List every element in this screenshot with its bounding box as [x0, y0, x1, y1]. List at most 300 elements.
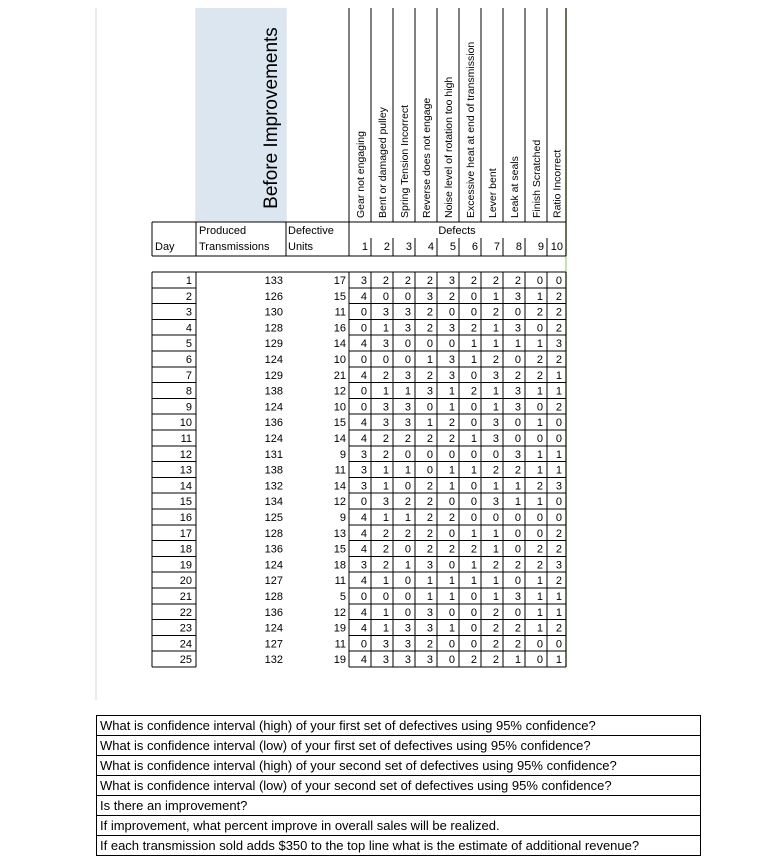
- defect-count-cell: 2: [382, 369, 389, 382]
- question-row: [97, 836, 701, 856]
- defect-count-cell: 2: [555, 527, 562, 540]
- question-text: What is confidence interval (low) of your first set of defectives using 95% confidence?: [97, 736, 701, 756]
- defect-count-cell: 0: [448, 654, 455, 667]
- defect-count-cell: 1: [492, 290, 499, 303]
- defect-count-cell: 0: [555, 496, 562, 509]
- defect-count-cell: 1: [492, 401, 499, 414]
- defect-count-cell: 2: [492, 622, 499, 635]
- defect-count-cell: 0: [470, 606, 477, 619]
- day-cell: 11: [180, 433, 192, 445]
- defect-count-cell: 3: [514, 591, 521, 603]
- defect-count-cell: 2: [448, 433, 455, 445]
- defect-count-cell: 0: [470, 369, 477, 382]
- defect-count-cell: 0: [514, 306, 521, 319]
- day-cell: 9: [185, 401, 192, 414]
- defect-count-cell: 0: [448, 306, 455, 319]
- defect-count-cell: 3: [382, 338, 389, 351]
- defect-number-1: 1: [361, 241, 368, 253]
- defect-count-cell: 0: [536, 322, 543, 335]
- defect-count-cell: 0: [448, 338, 455, 351]
- defect-number-9: 9: [537, 241, 544, 253]
- produced-cell: 134: [264, 496, 283, 509]
- defective-cell: 9: [339, 512, 346, 524]
- defect-count-cell: 1: [382, 606, 389, 619]
- defect-count-cell: 0: [404, 606, 411, 619]
- defect-count-cell: 1: [536, 496, 543, 509]
- defect-count-cell: 3: [404, 638, 411, 651]
- defect-count-cell: 3: [514, 448, 521, 461]
- defect-count-cell: 0: [514, 527, 521, 540]
- defect-count-cell: 1: [555, 606, 562, 619]
- defect-count-cell: 0: [426, 338, 433, 351]
- defect-count-cell: 2: [426, 527, 433, 540]
- defect-count-cell: 2: [555, 622, 562, 635]
- defect-count-cell: 0: [404, 543, 411, 556]
- defective-cell: 11: [334, 638, 346, 651]
- defect-count-cell: 4: [360, 512, 367, 524]
- defect-count-cell: 1: [382, 322, 389, 335]
- defect-count-cell: 0: [555, 417, 562, 430]
- question-row: [97, 756, 701, 776]
- defect-count-cell: 3: [382, 638, 389, 651]
- defect-count-cell: 1: [492, 322, 499, 335]
- defect-count-cell: 1: [448, 464, 455, 477]
- defect-count-cell: 4: [360, 543, 367, 556]
- day-cell: 10: [179, 417, 192, 430]
- defective-cell: 16: [333, 322, 346, 335]
- produced-cell: 124: [264, 433, 283, 445]
- defect-count-cell: 2: [492, 654, 499, 667]
- defective-cell: 15: [333, 417, 346, 430]
- defect-count-cell: 2: [492, 354, 499, 366]
- defect-count-cell: 0: [470, 591, 477, 603]
- defect-count-cell: 2: [404, 496, 411, 509]
- day-cell: 15: [179, 496, 192, 509]
- defective-cell: 18: [333, 559, 346, 572]
- defect-count-cell: 1: [448, 622, 455, 635]
- defect-count-cell: 0: [360, 496, 367, 509]
- defect-count-cell: 0: [514, 606, 521, 619]
- defect-count-cell: 2: [555, 290, 562, 303]
- defect-count-cell: 0: [360, 354, 367, 366]
- question-row: [97, 776, 701, 796]
- defect-count-cell: 0: [555, 275, 562, 287]
- defect-count-cell: 0: [514, 575, 521, 588]
- defect-count-cell: 0: [382, 290, 389, 303]
- defect-count-cell: 4: [360, 338, 367, 351]
- defect-count-cell: 1: [448, 401, 455, 414]
- defect-count-cell: 2: [448, 290, 455, 303]
- defect-count-cell: 0: [470, 496, 477, 509]
- defect-count-cell: 1: [514, 654, 521, 667]
- defect-count-cell: 4: [360, 417, 367, 430]
- defect-count-cell: 3: [426, 654, 433, 667]
- defect-count-cell: 3: [492, 369, 499, 382]
- defect-count-cell: 2: [514, 464, 521, 477]
- defect-count-cell: 4: [360, 606, 367, 619]
- defect-name-4: Reverse does not engage: [421, 97, 433, 218]
- defect-count-cell: 3: [514, 322, 521, 335]
- defect-count-cell: 1: [492, 480, 499, 493]
- defect-count-cell: 2: [536, 480, 543, 493]
- produced-cell: 128: [264, 527, 283, 540]
- question-row: [97, 736, 701, 756]
- defective-cell: 19: [333, 654, 346, 667]
- day-cell: 5: [185, 338, 192, 351]
- produced-cell: 128: [264, 322, 283, 335]
- defect-count-cell: 1: [382, 622, 389, 635]
- defect-name-6: Excessive heat at end of transmission: [465, 41, 477, 218]
- produced-cell: 132: [264, 654, 283, 667]
- defective-cell: 14: [333, 480, 346, 493]
- defect-number-7: 7: [493, 241, 500, 253]
- defect-count-cell: 2: [470, 543, 477, 556]
- defect-count-cell: 0: [404, 448, 411, 461]
- defect-count-cell: 3: [426, 290, 433, 303]
- defective-cell: 19: [333, 622, 346, 635]
- day-cell: 19: [179, 559, 192, 572]
- defect-count-cell: 4: [360, 622, 367, 635]
- defect-count-cell: 1: [470, 354, 477, 366]
- defect-count-cell: 3: [555, 480, 562, 493]
- defect-count-cell: 2: [382, 543, 389, 556]
- defect-count-cell: 2: [448, 543, 455, 556]
- defect-count-cell: 0: [404, 354, 411, 366]
- produced-cell: 133: [264, 275, 283, 287]
- defect-name-10: Ratio Incorrect: [551, 149, 564, 218]
- defective-cell: 12: [333, 385, 346, 398]
- defect-count-cell: 1: [536, 290, 543, 303]
- defect-count-cell: 3: [514, 290, 521, 303]
- defect-count-cell: 3: [360, 448, 367, 461]
- day-cell: 2: [185, 290, 192, 303]
- defect-count-cell: 0: [360, 591, 367, 603]
- defect-count-cell: 3: [514, 401, 521, 414]
- produced-cell: 128: [264, 591, 283, 603]
- question-row: [97, 716, 701, 736]
- defect-count-cell: 3: [492, 417, 499, 430]
- defect-count-cell: 3: [426, 559, 433, 572]
- defect-count-cell: 1: [470, 433, 477, 445]
- defective-cell: 21: [333, 369, 346, 382]
- defective-cell: 11: [334, 306, 346, 319]
- defect-count-cell: 0: [360, 401, 367, 414]
- defect-name-3: Spring Tension Incorrect: [399, 104, 411, 218]
- defect-count-cell: 1: [514, 496, 521, 509]
- defect-count-cell: 1: [536, 622, 543, 635]
- defects-header: Defects: [438, 225, 476, 237]
- defect-count-cell: 0: [536, 433, 543, 445]
- defect-count-cell: 0: [470, 480, 477, 493]
- defect-name-7: Lever bent: [487, 168, 499, 218]
- defect-count-cell: 1: [555, 654, 562, 667]
- defect-count-cell: 2: [492, 559, 499, 572]
- defect-count-cell: 0: [360, 638, 367, 651]
- defect-count-cell: 1: [536, 385, 543, 398]
- produced-cell: 126: [264, 290, 283, 303]
- defect-count-cell: 3: [448, 275, 455, 287]
- produced-cell: 138: [264, 385, 283, 398]
- produced-cell: 129: [264, 369, 283, 382]
- defect-count-cell: 1: [404, 464, 411, 477]
- defect-count-cell: 2: [382, 448, 389, 461]
- defect-count-cell: 2: [426, 433, 433, 445]
- defect-count-cell: 0: [536, 512, 543, 524]
- defect-count-cell: 3: [555, 559, 562, 572]
- day-cell: 13: [179, 464, 192, 477]
- defect-count-cell: 2: [555, 354, 562, 366]
- question-row: [97, 796, 701, 816]
- produced-cell: 124: [264, 354, 283, 366]
- defect-count-cell: 1: [536, 464, 543, 477]
- defect-count-cell: 4: [360, 369, 367, 382]
- day-cell: 25: [179, 654, 192, 667]
- defect-number-2: 2: [383, 241, 390, 253]
- defect-count-cell: 2: [382, 559, 389, 572]
- produced-cell: 130: [264, 306, 283, 319]
- day-cell: 8: [185, 385, 192, 398]
- defect-count-cell: 1: [426, 417, 433, 430]
- defect-count-cell: 3: [382, 654, 389, 667]
- defect-count-cell: 2: [448, 512, 455, 524]
- produced-header-line1: Produced: [199, 225, 247, 237]
- defective-cell: 13: [333, 527, 346, 540]
- defect-count-cell: 1: [448, 591, 455, 603]
- question-row: [97, 816, 701, 836]
- defect-count-cell: 1: [470, 559, 477, 572]
- defective-cell: 14: [333, 338, 346, 351]
- defect-count-cell: 1: [470, 338, 477, 351]
- defect-count-cell: 0: [448, 496, 455, 509]
- defect-count-cell: 3: [426, 622, 433, 635]
- produced-cell: 132: [264, 480, 283, 493]
- defect-count-cell: 0: [382, 354, 389, 366]
- defect-count-cell: 3: [360, 464, 367, 477]
- defect-count-cell: 0: [470, 290, 477, 303]
- defect-count-cell: 3: [514, 385, 521, 398]
- defect-count-cell: 0: [360, 385, 367, 398]
- defect-count-cell: 0: [404, 591, 411, 603]
- defect-count-cell: 1: [555, 385, 562, 398]
- defect-count-cell: 1: [382, 464, 389, 477]
- question-text: What is confidence interval (high) of your second set of defectives using 95% confidence?: [97, 756, 701, 776]
- defect-count-cell: 0: [514, 543, 521, 556]
- defect-count-cell: 0: [426, 401, 433, 414]
- defect-count-cell: 4: [360, 290, 367, 303]
- day-cell: 22: [179, 606, 192, 619]
- produced-cell: 136: [264, 543, 283, 556]
- defect-count-cell: 2: [404, 433, 411, 445]
- produced-cell: 131: [264, 448, 283, 461]
- defect-count-cell: 4: [360, 433, 367, 445]
- questions-table: [96, 715, 701, 856]
- defect-count-cell: 3: [360, 559, 367, 572]
- defect-number-8: 8: [515, 241, 522, 253]
- defect-count-cell: 1: [470, 527, 477, 540]
- sheet-title: Before Improvements: [261, 27, 282, 209]
- defect-count-cell: 1: [536, 575, 543, 588]
- defect-count-cell: 2: [536, 354, 543, 366]
- defective-cell: 5: [339, 591, 346, 603]
- defective-cell: 9: [339, 448, 346, 461]
- defect-count-cell: 1: [536, 606, 543, 619]
- defect-count-cell: 2: [492, 464, 499, 477]
- defect-count-cell: 1: [382, 480, 389, 493]
- defect-count-cell: 2: [426, 369, 433, 382]
- produced-cell: 127: [264, 575, 283, 588]
- produced-cell: 124: [264, 401, 283, 414]
- defect-number-6: 6: [471, 241, 478, 253]
- defective-cell: 12: [333, 606, 346, 619]
- day-cell: 20: [179, 575, 192, 588]
- defect-count-cell: 2: [514, 559, 521, 572]
- defect-count-cell: 0: [470, 622, 477, 635]
- defect-count-cell: 1: [448, 385, 455, 398]
- defect-count-cell: 2: [426, 322, 433, 335]
- defect-count-cell: 0: [360, 306, 367, 319]
- defect-count-cell: 1: [514, 338, 521, 351]
- defect-name-1: Gear not engaging: [355, 131, 367, 218]
- defect-count-cell: 3: [404, 622, 411, 635]
- defect-count-cell: 2: [536, 306, 543, 319]
- defect-count-cell: 0: [360, 322, 367, 335]
- defect-count-cell: 1: [514, 480, 521, 493]
- produced-header-line2: Transmissions: [199, 241, 270, 253]
- defect-count-cell: 3: [404, 369, 411, 382]
- defect-count-cell: 2: [426, 275, 433, 287]
- defect-count-cell: 3: [448, 369, 455, 382]
- defect-count-cell: 0: [404, 338, 411, 351]
- defect-count-cell: 0: [470, 448, 477, 461]
- defect-count-cell: 0: [448, 638, 455, 651]
- defect-count-cell: 2: [426, 480, 433, 493]
- defect-count-cell: 0: [514, 512, 521, 524]
- defect-count-cell: 1: [492, 543, 499, 556]
- question-text: If each transmission sold adds $350 to the top line what is the estimate of additional revenue?: [97, 836, 701, 856]
- defect-count-cell: 2: [404, 275, 411, 287]
- defect-count-cell: 0: [470, 417, 477, 430]
- defect-count-cell: 1: [448, 480, 455, 493]
- defect-count-cell: 1: [492, 575, 499, 588]
- defect-count-cell: 2: [536, 559, 543, 572]
- defect-count-cell: 0: [492, 448, 499, 461]
- defect-count-cell: 2: [426, 638, 433, 651]
- defect-name-9: Finish Scratched: [531, 139, 543, 218]
- defect-count-cell: 1: [404, 385, 411, 398]
- defective-cell: 15: [333, 543, 346, 556]
- defective-cell: 10: [333, 401, 346, 414]
- defect-count-cell: 0: [448, 448, 455, 461]
- defect-count-cell: 1: [555, 591, 562, 603]
- defect-count-cell: 1: [492, 591, 499, 603]
- defect-count-cell: 2: [514, 275, 521, 287]
- defect-count-cell: 2: [492, 606, 499, 619]
- produced-cell: 124: [264, 622, 283, 635]
- defect-count-cell: 3: [448, 322, 455, 335]
- defect-count-cell: 2: [492, 306, 499, 319]
- defect-count-cell: 2: [514, 638, 521, 651]
- defect-count-cell: 2: [470, 322, 477, 335]
- day-cell: 14: [179, 480, 192, 493]
- day-cell: 7: [185, 369, 192, 382]
- defect-count-cell: 2: [426, 512, 433, 524]
- defect-count-cell: 0: [536, 654, 543, 667]
- defect-count-cell: 0: [492, 512, 499, 524]
- defect-count-cell: 0: [470, 638, 477, 651]
- defect-count-cell: 2: [555, 322, 562, 335]
- defective-cell: 15: [333, 290, 346, 303]
- defect-count-cell: 0: [536, 527, 543, 540]
- defective-header-line2: Units: [288, 241, 314, 253]
- defect-count-cell: 2: [470, 385, 477, 398]
- defect-count-cell: 0: [536, 638, 543, 651]
- produced-cell: 129: [264, 338, 283, 351]
- defect-count-cell: 0: [448, 559, 455, 572]
- defect-count-cell: 0: [404, 575, 411, 588]
- question-text: What is confidence interval (low) of your second set of defectives using 95% confidence?: [97, 776, 701, 796]
- defect-count-cell: 0: [470, 306, 477, 319]
- day-cell: 24: [179, 638, 192, 651]
- defect-count-cell: 2: [426, 496, 433, 509]
- produced-cell: 125: [264, 512, 283, 524]
- defect-count-cell: 2: [426, 306, 433, 319]
- day-cell: 12: [179, 448, 192, 461]
- defect-count-cell: 2: [536, 543, 543, 556]
- defect-count-cell: 2: [470, 275, 477, 287]
- defect-count-cell: 1: [426, 591, 433, 603]
- defect-count-cell: 1: [404, 512, 411, 524]
- defect-number-3: 3: [405, 241, 412, 253]
- defect-count-cell: 1: [492, 338, 499, 351]
- defect-count-cell: 1: [382, 512, 389, 524]
- defect-count-cell: 1: [536, 417, 543, 430]
- defect-count-cell: 1: [470, 464, 477, 477]
- defect-count-cell: 1: [555, 448, 562, 461]
- defect-count-cell: 3: [404, 322, 411, 335]
- defect-count-cell: 1: [555, 369, 562, 382]
- defect-count-cell: 2: [555, 306, 562, 319]
- defect-count-cell: 0: [404, 290, 411, 303]
- defective-header-line1: Defective: [288, 225, 334, 237]
- defect-count-cell: 1: [382, 575, 389, 588]
- defect-count-cell: 0: [426, 448, 433, 461]
- defect-count-cell: 3: [382, 401, 389, 414]
- defect-count-cell: 3: [426, 385, 433, 398]
- defect-count-cell: 1: [536, 338, 543, 351]
- defect-count-cell: 0: [470, 512, 477, 524]
- defect-count-cell: 1: [382, 385, 389, 398]
- day-cell: 6: [185, 354, 192, 366]
- defect-count-cell: 2: [555, 575, 562, 588]
- defect-count-cell: 2: [448, 417, 455, 430]
- day-cell: 3: [185, 306, 192, 319]
- defect-count-cell: 2: [514, 369, 521, 382]
- defect-count-cell: 2: [492, 275, 499, 287]
- defect-number-10: 10: [550, 241, 563, 253]
- defect-count-cell: 2: [536, 369, 543, 382]
- produced-cell: 136: [264, 606, 283, 619]
- defective-cell: 12: [333, 496, 346, 509]
- day-cell: 21: [179, 591, 192, 603]
- defective-cell: 14: [333, 433, 346, 445]
- defect-count-cell: 3: [555, 338, 562, 351]
- defect-count-cell: 1: [536, 448, 543, 461]
- produced-cell: 124: [264, 559, 283, 572]
- defect-count-cell: 1: [448, 575, 455, 588]
- defect-count-cell: 3: [360, 275, 367, 287]
- defect-count-cell: 2: [555, 543, 562, 556]
- question-text: What is confidence interval (high) of your first set of defectives using 95% confidence?: [97, 716, 701, 736]
